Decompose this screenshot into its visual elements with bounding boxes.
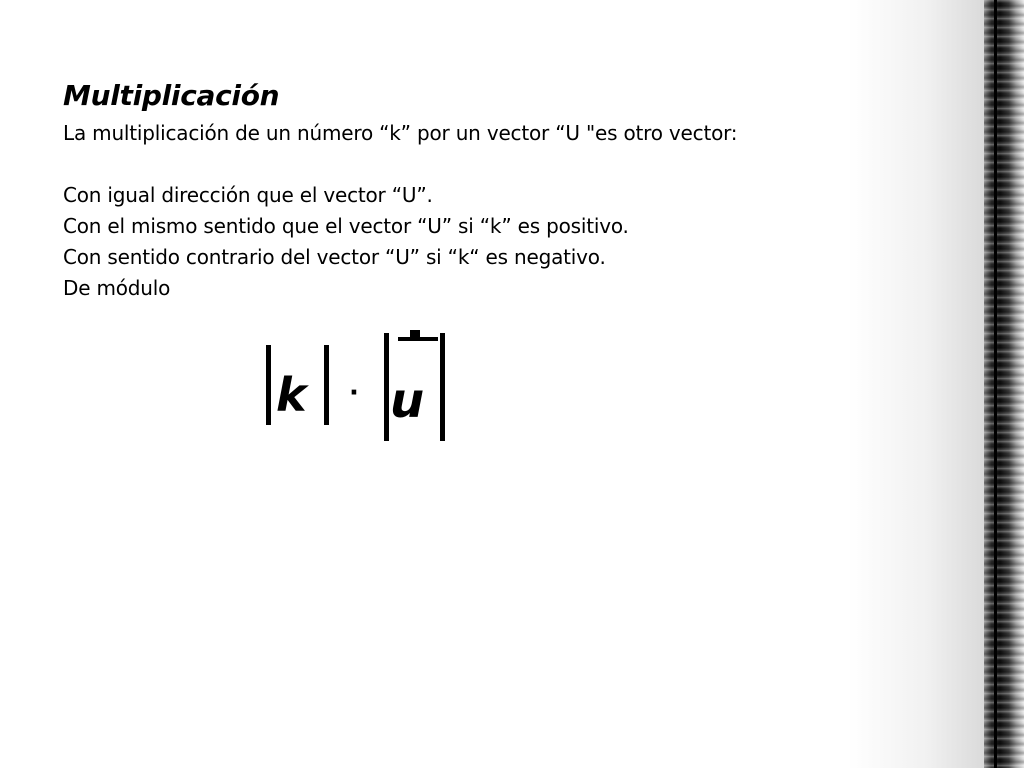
abs-bar-right-k — [324, 345, 329, 425]
content-block — [63, 74, 963, 304]
slide-title: Multiplicación — [63, 79, 280, 112]
multiply-operator: · — [349, 378, 359, 408]
module-formula — [260, 325, 460, 445]
decorative-edge — [984, 0, 1024, 768]
point-module: De módulo — [63, 276, 171, 300]
intro-text: La multiplicación de un número “k” por un vector “U "es otro vector: — [63, 121, 738, 145]
vector-u: u — [390, 373, 425, 429]
vector-arrow-head — [410, 330, 420, 341]
point-opposite-sense: Con sentido contrario del vector “U” si “k“ es negativo. — [63, 245, 606, 269]
abs-bar-left-k — [266, 345, 271, 425]
scalar-k: k — [276, 368, 307, 422]
point-same-sense: Con el mismo sentido que el vector “U” si “k” es positivo. — [63, 214, 629, 238]
abs-bar-right-u — [440, 333, 445, 441]
edge-divider — [994, 0, 997, 768]
point-direction: Con igual dirección que el vector “U”. — [63, 183, 433, 207]
abs-bar-left-u — [384, 333, 389, 441]
blank-line — [63, 149, 963, 180]
